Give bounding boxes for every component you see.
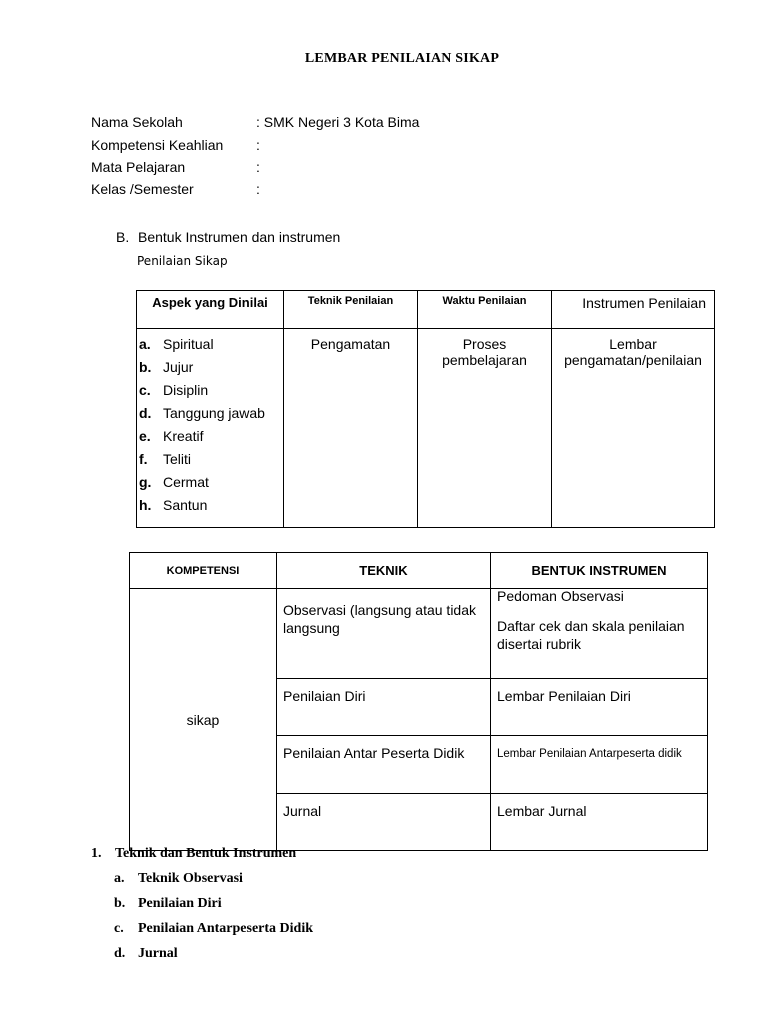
list-item: b. Jujur — [139, 359, 194, 375]
info-value-class: : — [256, 181, 260, 197]
technique-cell-observation: Observasi (langsung atau tidak langsung — [277, 589, 491, 679]
aspect-cell — [137, 329, 284, 528]
list-item: a. Teknik Observasi — [114, 871, 243, 886]
list-item: g. Cermat — [139, 474, 209, 490]
list-item: c. Penilaian Antarpeserta Didik — [114, 921, 314, 936]
technique-cell-peer: Penilaian Antar Peserta Didik — [277, 736, 491, 794]
section-b-subtitle: Penilaian Sikap — [137, 254, 228, 268]
list-item: f. Teliti — [139, 451, 192, 467]
info-value-competency: : — [256, 137, 260, 153]
document-title: LEMBAR PENILAIAN SIKAP — [304, 51, 500, 66]
list-item: d. Tanggung jawab — [139, 405, 265, 421]
list-item: b. Penilaian Diri — [114, 896, 222, 911]
header-instrument-form: BENTUK INSTRUMEN — [491, 553, 708, 589]
info-value-subject: : — [256, 159, 260, 175]
list-item: a. Spiritual — [139, 336, 214, 352]
info-label-school: Nama Sekolah — [91, 114, 183, 130]
technique-cell-journal: Jurnal — [277, 794, 491, 851]
list-item: e. Kreatif — [139, 428, 204, 444]
header-instrument: Instrumen Penilaian — [552, 291, 715, 329]
technique-cell: Pengamatan — [284, 329, 418, 528]
competency-cell: sikap — [130, 589, 277, 851]
competency-technique-table — [129, 552, 708, 851]
instrument-line-1: Lembar — [609, 336, 657, 352]
time-line-2: pembelajaran — [442, 352, 527, 368]
header-competency: KOMPETENSI — [130, 553, 277, 589]
header-technique: Teknik Penilaian — [284, 291, 418, 329]
info-label-subject: Mata Pelajaran — [91, 159, 186, 175]
header-technique-2: TEKNIK — [277, 553, 491, 589]
instrument-cell-self: Lembar Penilaian Diri — [491, 679, 708, 736]
instrument-cell — [552, 329, 715, 528]
list-item: d. Jurnal — [114, 946, 178, 961]
section-b-text: Bentuk Instrumen dan instrumen — [138, 229, 341, 245]
instrument-line-2: pengamatan/penilaian — [564, 352, 702, 368]
header-time: Waktu Penilaian — [418, 291, 552, 329]
instrument-cell-journal: Lembar Jurnal — [491, 794, 708, 851]
time-cell — [418, 329, 552, 528]
instrument-observation-line-2: Daftar cek dan skala penilaian disertai rubrik — [497, 618, 685, 652]
numbered-marker: 1. — [91, 846, 102, 861]
instrument-observation-line-1: Pedoman Observasi — [497, 588, 624, 604]
aspect-list — [137, 336, 283, 520]
table-row — [130, 589, 708, 679]
info-label-class: Kelas /Semester — [91, 181, 194, 197]
list-item: c. Disiplin — [139, 382, 209, 398]
instrument-cell-peer: Lembar Penilaian Antarpeserta didik — [491, 736, 708, 794]
section-b-heading — [116, 229, 340, 245]
section-b-marker: B. — [116, 229, 130, 245]
numbered-heading-text: Teknik dan Bentuk Instrumen — [115, 846, 297, 861]
header-aspect: Aspek yang Dinilai — [137, 291, 284, 329]
instrument-cell-observation — [491, 589, 708, 679]
info-label-competency: Kompetensi Keahlian — [91, 137, 224, 153]
info-value-school: : SMK Negeri 3 Kota Bima — [256, 114, 420, 130]
assessment-aspect-table — [136, 290, 715, 528]
list-item: h. Santun — [139, 497, 208, 513]
technique-cell-self: Penilaian Diri — [277, 679, 491, 736]
time-line-1: Proses — [462, 336, 507, 352]
numbered-heading — [91, 846, 296, 862]
